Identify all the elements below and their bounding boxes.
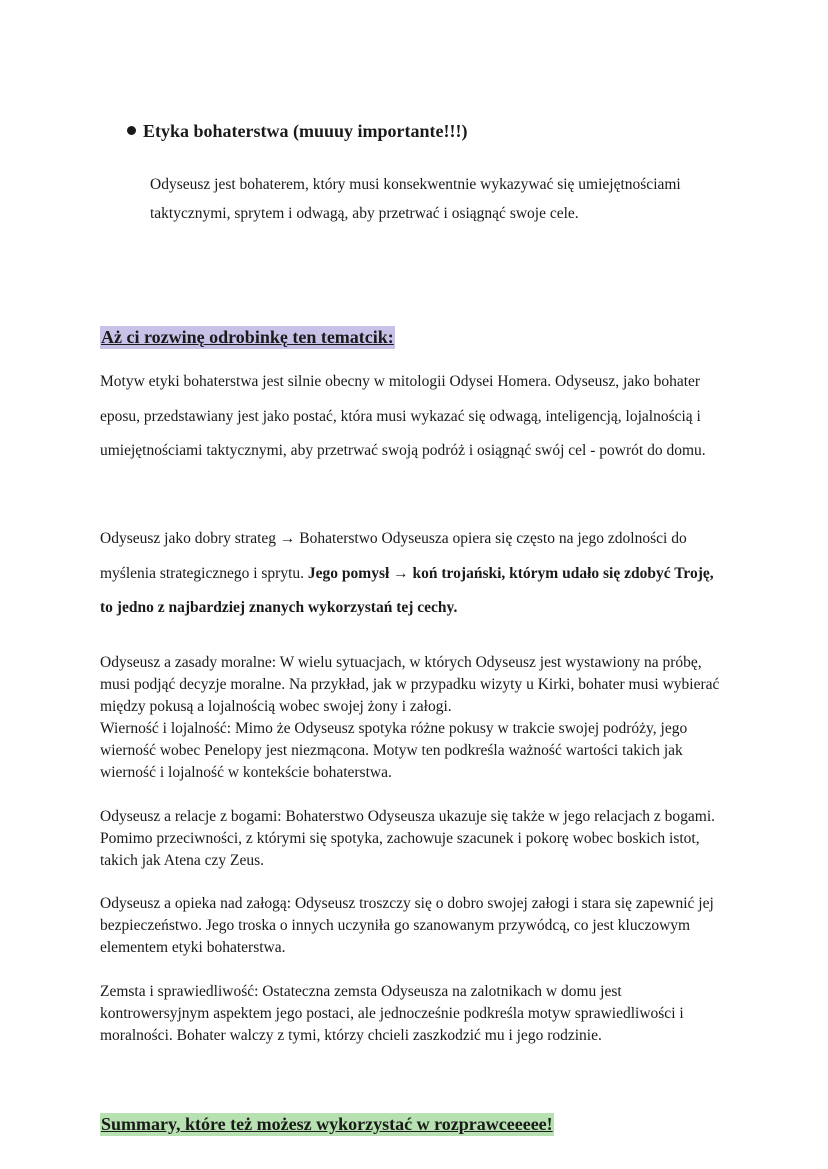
paragraph-gods: Odyseusz a relacje z bogami: Bohaterstwo Odyseusza ukazuje się także w jego relacjach z bogami. Pomimo przeciwności, z którymi się spotyka, zachowuje szacunek i pokorę wobec boskich istot, takich jak Atena czy Zeus. bbox=[100, 808, 716, 869]
intro-paragraph: Odyseusz jest bohaterem, który musi konsekwentnie wykazywać się umiejętnościami taktycznymi, sprytem i odwagą, aby przetrwać i osiągnąć swoje cele. bbox=[150, 176, 681, 222]
morals-text: Odyseusz a zasady moralne: W wielu sytuacjach, w których Odyseusz jest wystawiony na próbę, musi podjąć decyzje moralne. Na przykład, jak w przypadku wizyty u Kirki, bohater musi wybierać między pokusą a lojalnością wobec swojej żony i załogi. bbox=[100, 654, 720, 715]
paragraph-strategist bbox=[100, 522, 730, 626]
bullet-heading-text: Etyka bohaterstwa (muuuy importante!!!) bbox=[143, 121, 468, 141]
trojan-horse-text: Jego pomysł → koń trojański, którym udało się zdobyć Troję, to jedno z najbardziej znanych wykorzystań tej cechy. bbox=[100, 564, 714, 616]
paragraph-morals bbox=[100, 652, 730, 784]
loyalty-text: Wierność i lojalność: Mimo że Odyseusz spotyka różne pokusy w trakcie swojej podróży, jego wierność wobec Penelopy jest niezmącona. Motyw ten podkreśla ważność wartości takich jak wierność i lojalność w kontekście bohaterstwa. bbox=[100, 720, 688, 781]
section-heading-expand: Aż ci rozwinę odrobinkę ten tematcik: bbox=[101, 327, 394, 347]
section-heading-summary: Summary, które też możesz wykorzystać w rozprawceeeee! bbox=[101, 1114, 553, 1134]
paragraph-motif: Motyw etyki bohaterstwa jest silnie obecny w mitologii Odysei Homera. Odyseusz, jako bohater eposu, przedstawiany jest jako postać, która musi wykazać się odwagą, inteligencją, lojalnością i umiejętnościami taktycznymi, aby przetrwać swoją podróż i osiągnąć swój cel - powrót do domu. bbox=[100, 373, 706, 459]
bullet-icon bbox=[127, 126, 136, 135]
paragraph-crew: Odyseusz a opieka nad załogą: Odyseusz troszczy się o dobro swojej załogi i stara się zapewnić jej bezpieczeństwo. Jego troska o innych uczyniła go szanowanym przywódcą, co jest kluczowym elementem etyki bohaterstwa. bbox=[100, 895, 714, 956]
strategist-text: Odyseusz jako dobry strateg → Bohaterstwo Odyseusza opiera się często na jego zdolności do myślenia strategicznego i sprytu. bbox=[100, 530, 687, 582]
paragraph-revenge: Zemsta i sprawiedliwość: Ostateczna zemsta Odyseusza na zalotnikach w domu jest kontrowersyjnym aspektem jego postaci, ale jednocześnie podkreśla motyw sprawiedliwości i moralności. Bohater walczy z tymi, którzy chcieli zaszkodzić mu i jego rodzinie. bbox=[100, 983, 684, 1044]
bullet-heading bbox=[127, 121, 467, 142]
